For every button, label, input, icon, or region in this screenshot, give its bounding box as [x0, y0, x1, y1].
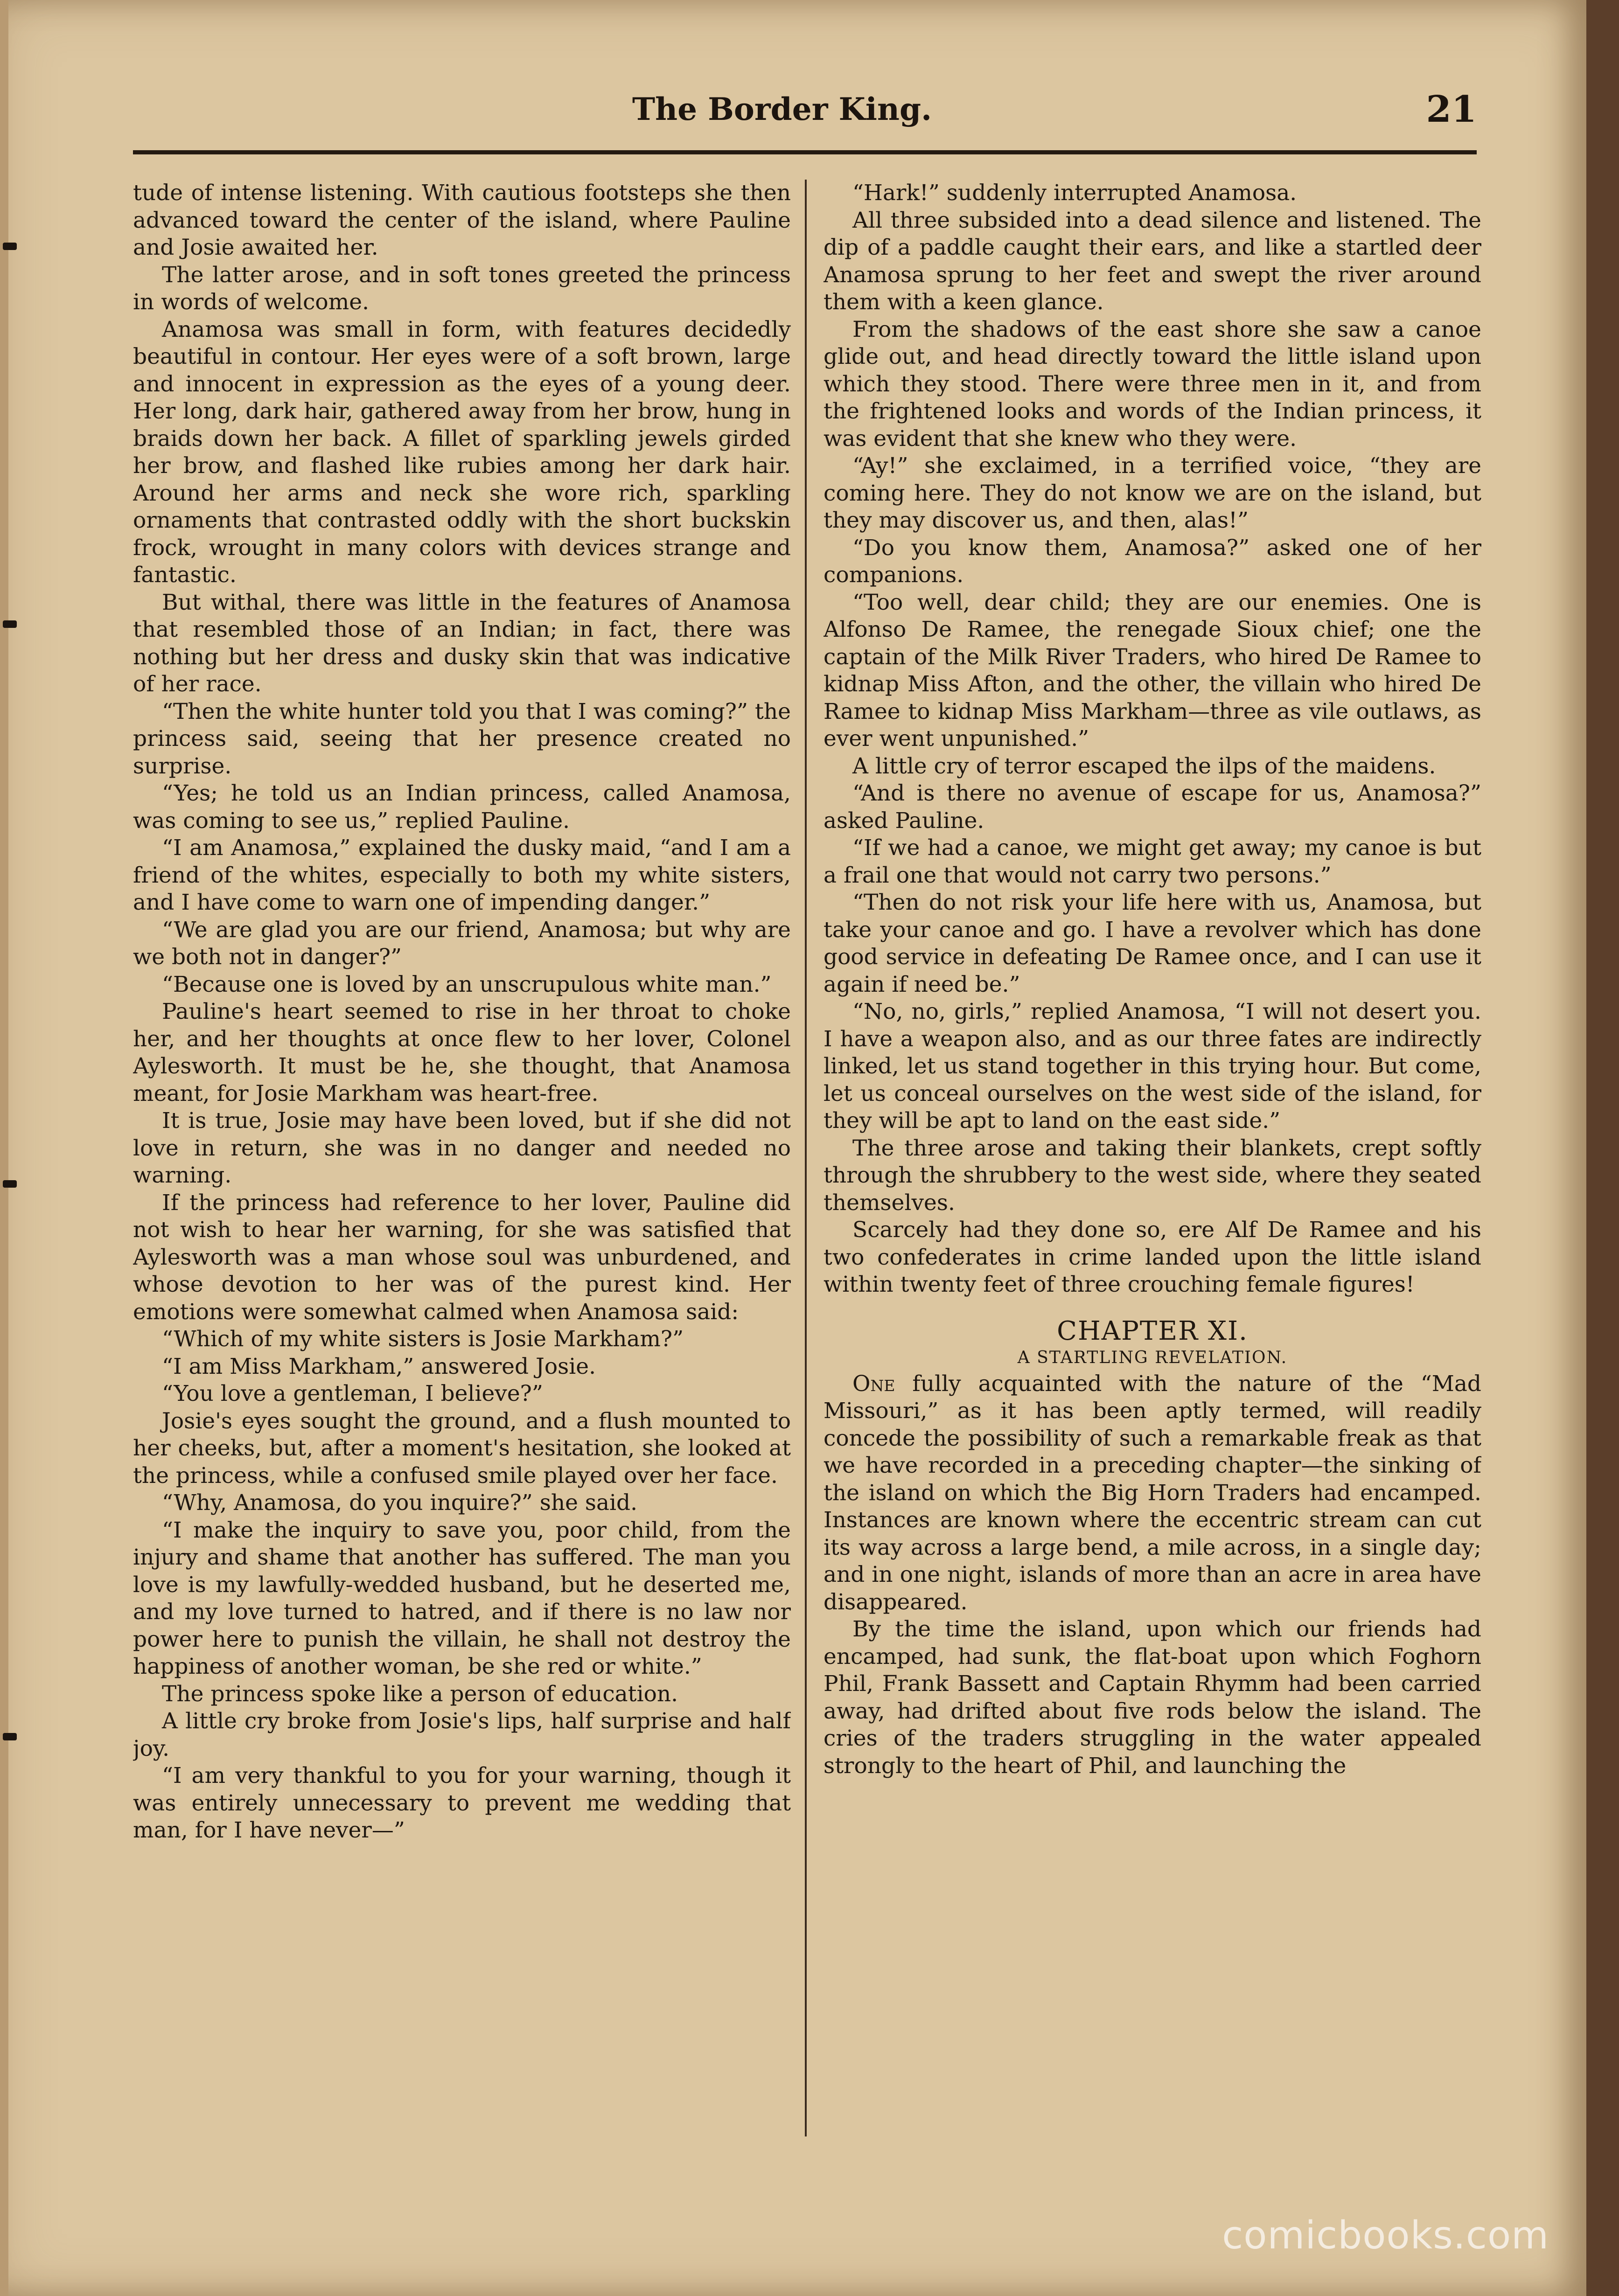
lead-word: One: [852, 1371, 895, 1397]
paragraph: The princess spoke like a person of education.: [162, 1681, 678, 1707]
paragraph: “And is there no avenue of escape for us, Anamosa?” asked Pauline.: [823, 780, 1481, 834]
staple-mark: [3, 1180, 17, 1188]
paragraph: “Then the white hunter told you that I was coming?” the princess said, seeing that her presence created no surprise.: [133, 698, 791, 779]
paragraph: Anamosa was small in form, with features decidedly beautiful in contour. Her eyes were of a soft brown, large and innocent in expression as the eyes of a young deer. Her long, dark hair, gathered away from her brow, hung in braids down her back. A fillet of sparkling jewels girded her brow, and flashed like rubies among her dark hair. Around her arms and neck she wore rich, sparkling ornaments that contrasted oddly with the short buckskin frock, wrought in many colors with devices strange and fantastic.: [133, 316, 791, 588]
right-text-column: [823, 180, 1481, 2139]
paragraph: [823, 1616, 1481, 1780]
left-text-column: [133, 180, 791, 2139]
paragraph: “I make the inquiry to save you, poor child, from the injury and shame that another has suffered. The man you love is my lawfully-wedded husband, but he deserted me, and my love turned to hatred, and if there is no law nor power here to punish the villain, he shall not destroy the happiness of another woman, be she red or white.”: [133, 1517, 791, 1679]
header-rule: [133, 150, 1477, 154]
chapter-heading: CHAPTER XI.: [1057, 1315, 1248, 1346]
paragraph: “I am Miss Markham,” answered Josie.: [162, 1353, 596, 1379]
paragraph: “We are glad you are our friend, Anamosa; but why are we both not in danger?”: [133, 917, 791, 970]
running-title: The Border King.: [632, 91, 932, 127]
paragraph: Josie's eyes sought the ground, and a flush mounted to her cheeks, but, after a moment's hesitation, she looked at the princess, while a confused smile played over her face.: [133, 1408, 791, 1489]
paragraph: “Why, Anamosa, do you inquire?” she said.: [162, 1490, 638, 1516]
staple-mark: [3, 1733, 17, 1740]
page-header: [133, 88, 1477, 133]
staple-mark: [3, 620, 17, 628]
paragraph: “Then do not risk your life here with us, Anamosa, but take your canoe and go. I have a revolver which has done good service in defeating De Ramee once, and I can use it again if need be.”: [823, 890, 1481, 997]
paragraph: “Too well, dear child; they are our enemies. One is Alfonso De Ramee, the renegade Sioux chief; one the captain of the Milk River Traders, who hired De Ramee to kidnap Miss Afton, and the other, the villain who hired De Ramee to kidnap Miss Markham—three as vile outlaws, as ever went unpunished.”: [823, 589, 1481, 751]
watermark: comicbooks.com: [1222, 2213, 1549, 2258]
paragraph: “Hark!” suddenly interrupted Anamosa.: [852, 180, 1297, 206]
paragraph: [823, 1371, 1481, 1616]
paragraph: A little cry broke from Josie's lips, half surprise and half joy.: [133, 1708, 791, 1761]
column-divider: [805, 180, 807, 2136]
paragraph: A little cry of terror escaped the ilps of the maidens.: [852, 753, 1436, 779]
paragraph: If the princess had reference to her lover, Pauline did not wish to hear her warning, for she was satisfied that Aylesworth was a man whose soul was unburdened, and whose devotion to her was of the purest kind. Her emotions were somewhat calmed when Anamosa said:: [133, 1190, 791, 1325]
paragraph: “Ay!” she exclaimed, in a terrified voice, “they are coming here. They do not know we are on the island, but they may discover us, and then, alas!”: [823, 453, 1481, 533]
paragraph: “Yes; he told us an Indian princess, called Anamosa, was coming to see us,” replied Pauline.: [133, 780, 791, 834]
paragraph: “I am very thankful to you for your warning, though it was entirely unnecessary to prevent me wedding that man, for I have never—”: [133, 1763, 791, 1843]
paragraph: tude of intense listening. With cautious footsteps she then advanced toward the center of the island, where Pauline and Josie awaited her.: [133, 180, 791, 260]
paragraph: “No, no, girls,” replied Anamosa, “I will not desert you. I have a weapon also, and as our three fates are indirectly linked, let us stand together in this trying hour. But come, let us conceal ourselves on the west side of the island, for they will be apt to land on the east side.”: [823, 999, 1481, 1134]
paragraph: “You love a gentleman, I believe?”: [162, 1381, 543, 1406]
right-column-top: [823, 180, 1481, 1299]
chapter-subheading: A STARTLING REVELATION.: [1017, 1348, 1288, 1367]
paragraph: All three subsided into a dead silence and listened. The dip of a paddle caught their ears, and like a startled deer Anamosa sprung to her feet and swept the river around them with a keen glance.: [823, 207, 1481, 315]
right-column-bottom: [823, 1371, 1481, 1780]
paragraph: “I am Anamosa,” explained the dusky maid, “and I am a friend of the whites, especially to both my white sisters, and I have come to warn one of impending danger.”: [133, 835, 791, 915]
paragraph: Scarcely had they done so, ere Alf De Ramee and his two confederates in crime landed upon the little island within twenty feet of three crouching female figures!: [823, 1217, 1481, 1297]
paragraph: The latter arose, and in soft tones greeted the princess in words of welcome.: [133, 262, 791, 315]
paragraph: “Because one is loved by an unscrupulous white man.”: [162, 971, 772, 997]
paragraph-text: fully acquainted with the nature of the “Mad Missouri,” as it has been aptly termed, will readily concede the possibility of such a remarkable freak as that we have recorded in a preceding chapter—the sinking of the island on which the Big Horn Traders had encamped. Instances are known where the eccentric stream can cut its way across a large bend, a mile across, in a single day; and in one night, islands of more than an acre in area have disappeared.: [823, 1371, 1481, 1615]
paragraph: “Do you know them, Anamosa?” asked one of her companions.: [823, 535, 1481, 588]
paragraph: “If we had a canoe, we might get away; my canoe is but a frail one that would not carry two persons.”: [823, 835, 1481, 888]
page-number: 21: [1426, 88, 1477, 131]
paragraph: It is true, Josie may have been loved, but if she did not love in return, she was in no danger and needed no warning.: [133, 1108, 791, 1188]
staple-mark: [3, 243, 17, 250]
paragraph-text: By the time the island, upon which our friends had encamped, had sunk, the flat-boat upon which Foghorn Phil, Frank Bassett and Captain Rhymm had been carried away, had drifted about five rods below the island. The cries of the traders struggling in the water appealed strongly to the heart of Phil, and launching the: [823, 1616, 1481, 1779]
page-binding: [0, 0, 8, 2296]
paragraph: The three arose and taking their blankets, crept softly through the shrubbery to the west side, where they seated themselves.: [823, 1135, 1481, 1216]
paragraph: But withal, there was little in the features of Anamosa that resembled those of an Indian; in fact, there was nothing but her dress and dusky skin that was indicative of her race.: [133, 589, 791, 697]
paragraph: Pauline's heart seemed to rise in her throat to choke her, and her thoughts at once flew to her lover, Colonel Aylesworth. It must be he, she thought, that Anamosa meant, for Josie Markham was heart-free.: [133, 999, 791, 1106]
paragraph: “Which of my white sisters is Josie Markham?”: [162, 1326, 684, 1352]
paragraph: From the shadows of the east shore she saw a canoe glide out, and head directly toward the little island upon which they stood. There were three men in it, and from the frightened looks and words of the Indian princess, it was evident that she knew who they were.: [823, 316, 1481, 452]
